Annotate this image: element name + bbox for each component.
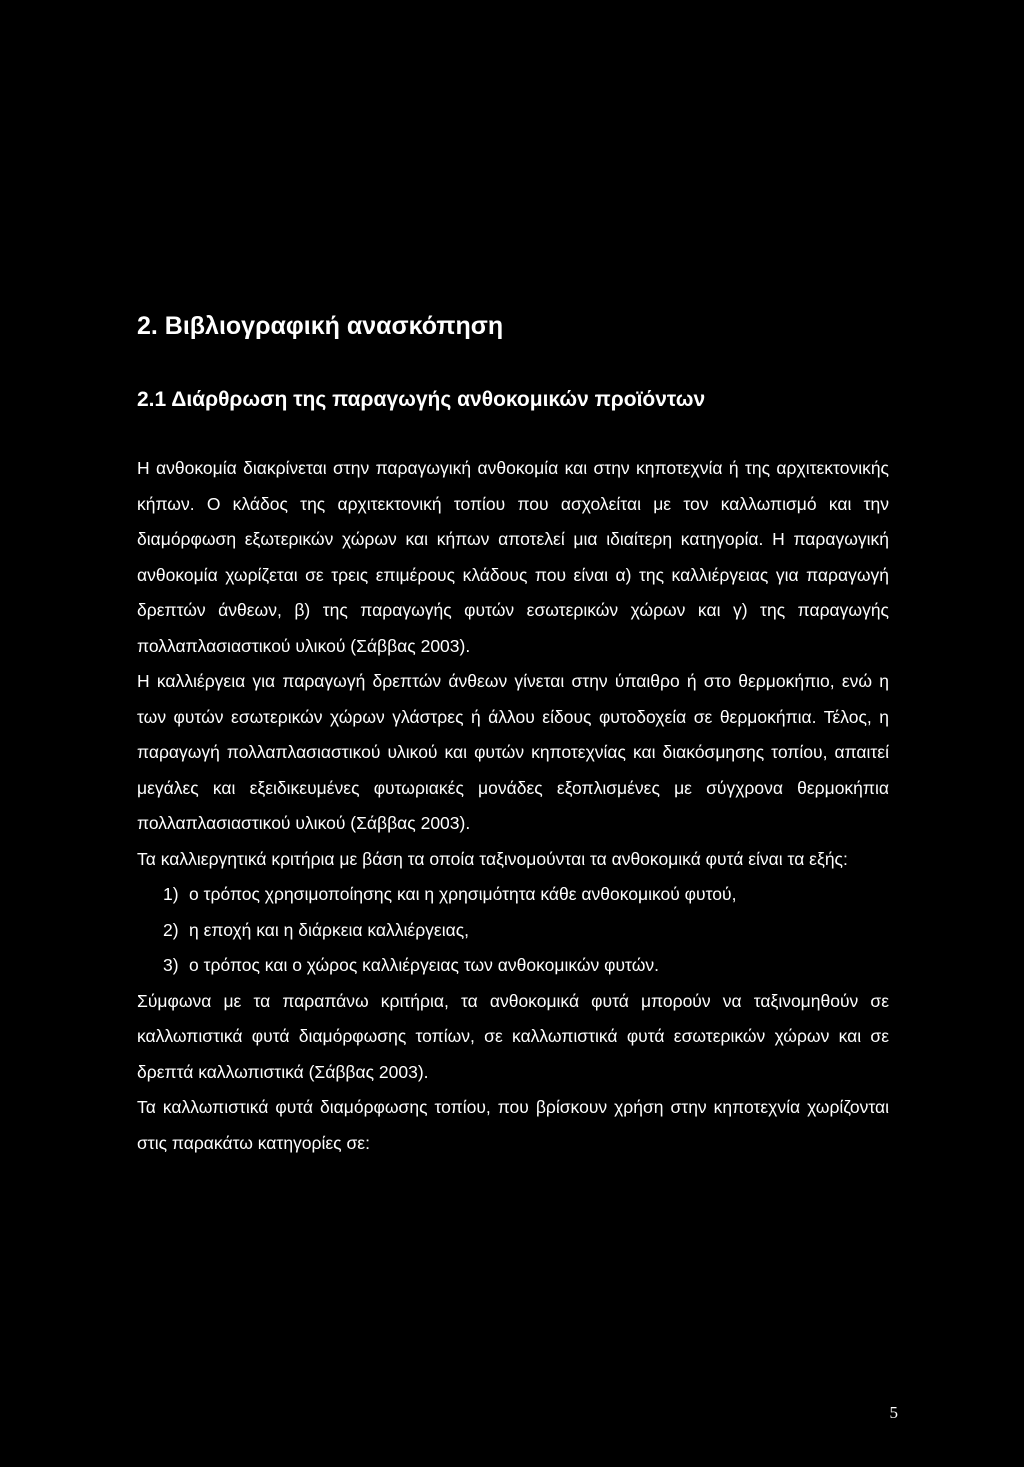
paragraph-criteria-intro: Τα καλλιεργητικά κριτήρια με βάση τα οποία ταξινομούνται τα ανθοκομικά φυτά είναι τα εξής:: [137, 848, 848, 869]
paragraph-intro: Η ανθοκομία διακρίνεται στην παραγωγική ανθοκομία και στην κηποτεχνία ή της αρχιτεκτονικής κήπων. Ο κλάδος της αρχιτεκτονική τοπίου που ασχολείται με τον καλλωπισμό και την διαμόρφωση εξωτερικών χώρων και κήπων αποτελεί μια ιδιαίτερη κατηγορία. Η παραγωγική ανθοκομία χωρίζεται σε τρεις επιμέρους κλάδους που είναι α) της καλλιέργειας για παραγωγή δρεπτών άνθεων, β) της παραγωγής φυτών εσωτερικών χώρων και γ) της παραγωγής πολλαπλασιαστικού υλικού (Σάββας 2003).: [137, 458, 889, 656]
list-item: [163, 913, 889, 949]
list-item: [163, 877, 889, 913]
page-content: [137, 306, 889, 1161]
list-item-text: ο τρόπος και ο χώρος καλλιέργειας των ανθοκομικών φυτών.: [189, 955, 659, 975]
paragraph-classification: Σύμφωνα με τα παραπάνω κριτήρια, τα ανθοκομικά φυτά μπορούν να ταξινομηθούν σε καλλωπιστικά φυτά διαμόρφωσης τοπίων, σε καλλωπιστικά φυτά εσωτερικών χώρων και σε δρεπτά καλλωπιστικά (Σάββας 2003).: [137, 990, 889, 1082]
list-item-text: ο τρόπος χρησιμοποίησης και η χρησιμότητα κάθε ανθοκομικού φυτού,: [189, 884, 737, 904]
list-item-number: 3): [163, 955, 179, 975]
subsection-heading: 2.1 Διάρθρωση της παραγωγής ανθοκομικών προϊόντων: [137, 388, 706, 411]
page-number: 5: [889, 1403, 898, 1422]
section-heading: 2. Βιβλιογραφική ανασκόπηση: [137, 312, 504, 340]
paragraph-landscape-categories: Τα καλλωπιστικά φυτά διαμόρφωσης τοπίου, που βρίσκουν χρήση στην κηποτεχνία χωρίζονται στις παρακάτω κατηγορίες σε:: [137, 1097, 889, 1153]
list-item-number: 1): [163, 884, 179, 904]
list-item-text: η εποχή και η διάρκεια καλλιέργειας,: [189, 919, 470, 940]
list-item-number: 2): [163, 919, 179, 940]
paragraph-cultivation: Η καλλιέργεια για παραγωγή δρεπτών άνθεων γίνεται στην ύπαιθρο ή στο θερμοκήπιο, ενώ η των φυτών εσωτερικών χώρων γλάστρες ή άλλου είδους φυτοδοχεία σε θερμοκήπια. Τέλος, η παραγωγή πολλαπλασιαστικού υλικού και φυτών κηποτεχνίας και διακόσμησης τοπίου, απαιτεί μεγάλες και εξειδικευμένες φυτωριακές μονάδες εξοπλισμένες με σύγχρονα θερμοκήπια πολλαπλασιαστικού υλικού (Σάββας 2003).: [137, 671, 889, 833]
body-text: [137, 451, 889, 1161]
criteria-list: [137, 877, 889, 984]
list-item: [163, 948, 889, 984]
